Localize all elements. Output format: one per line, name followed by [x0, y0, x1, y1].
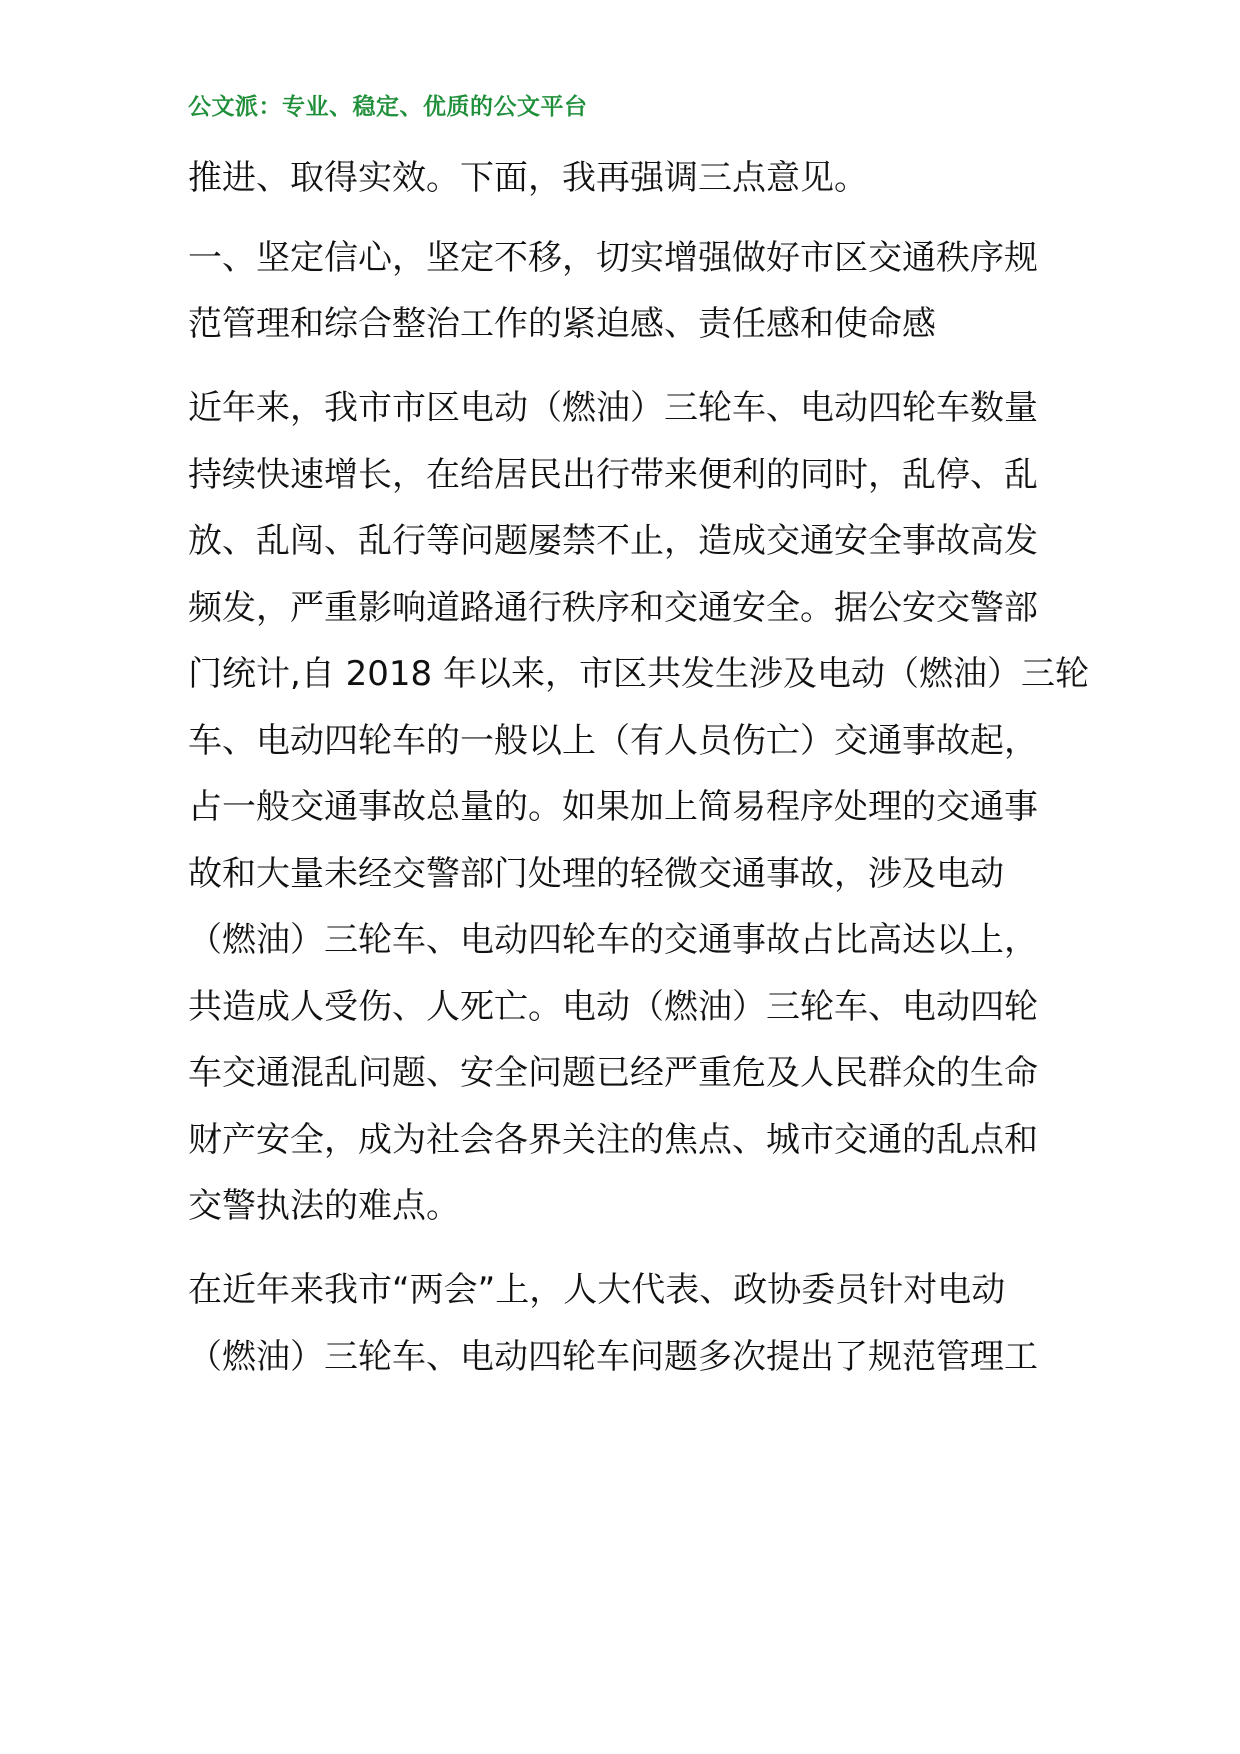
body-line: （燃油）三轮车、电动四轮车问题多次提出了规范管理工	[188, 1337, 1038, 1377]
body-line: 放、乱闯、乱行等问题屡禁不止，造成交通安全事故高发	[188, 521, 1038, 561]
section-heading-line: 一、坚定信心，坚定不移，切实增强做好市区交通秩序规	[188, 238, 1038, 278]
body-line: 门统计,自 2018 年以来，市区共发生涉及电动（燃油）三轮	[188, 654, 1089, 694]
body-line: 车、电动四轮车的一般以上（有人员伤亡）交通事故起，	[188, 721, 1038, 761]
body-line: 在近年来我市“两会”上，人大代表、政协委员针对电动	[188, 1270, 1006, 1310]
body-line: 频发，严重影响道路通行秩序和交通安全。据公安交警部	[188, 588, 1038, 628]
body-line: （燃油）三轮车、电动四轮车的交通事故占比高达以上，	[188, 920, 1038, 960]
header-banner: 公文派：专业、稳定、优质的公文平台	[188, 94, 588, 120]
section-heading-line: 范管理和综合整治工作的紧迫感、责任感和使命感	[188, 304, 936, 344]
body-line: 共造成人受伤、人死亡。电动（燃油）三轮车、电动四轮	[188, 987, 1038, 1027]
body-line: 持续快速增长，在给居民出行带来便利的同时，乱停、乱	[188, 455, 1038, 495]
body-line: 车交通混乱问题、安全问题已经严重危及人民群众的生命	[188, 1053, 1038, 1093]
body-line: 财产安全，成为社会各界关注的焦点、城市交通的乱点和	[188, 1120, 1038, 1160]
body-line: 故和大量未经交警部门处理的轻微交通事故，涉及电动	[188, 854, 1004, 894]
body-line: 近年来，我市市区电动（燃油）三轮车、电动四轮车数量	[188, 388, 1038, 428]
body-line: 占一般交通事故总量的。如果加上简易程序处理的交通事	[188, 787, 1038, 827]
body-line: 推进、取得实效。下面，我再强调三点意见。	[188, 158, 868, 198]
body-line: 交警执法的难点。	[188, 1186, 460, 1226]
